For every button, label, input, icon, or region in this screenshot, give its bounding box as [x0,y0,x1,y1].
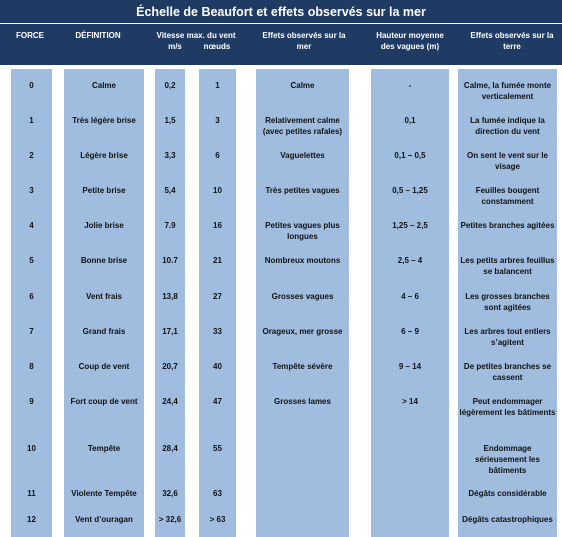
cell-force: 7 [29,327,34,336]
cell-ms: 7.9 [164,221,176,230]
cell-force: 2 [29,151,34,160]
cell-land: Peut endommager légèrement les bâtiments [459,397,556,417]
cell-knots: > 63 [209,515,226,524]
cell-wave: 1,25 – 2,5 [392,221,428,230]
cell-wave: 4 – 6 [401,292,419,301]
cell-sea: Grosses vagues [271,292,334,301]
column-force [11,69,52,537]
cell-land: Calme, la fumée monte verticalement [463,81,552,101]
cell-land: De petites branches se cassent [463,362,552,382]
cell-sea: Grosses lames [274,397,331,406]
header-speed-label: Vitesse max. du vent [156,31,236,40]
cell-definition: Légère brise [80,151,128,160]
cell-knots: 3 [215,116,220,125]
cell-ms: 3,3 [164,151,176,160]
cell-knots: 55 [213,444,222,453]
cell-sea: Petites vagues plus longues [265,221,340,241]
cell-land: Feuilles bougent constamment [475,186,540,206]
table-title: Échelle de Beaufort et effets observés sur la mer [0,0,562,24]
cell-definition: Très légère brise [72,116,136,125]
cell-force: 0 [29,81,34,90]
cell-ms: 1,5 [164,116,176,125]
cell-force: 9 [29,397,34,406]
cell-land: Les grosses branches sont agitées [465,292,550,312]
cell-definition: Jolie brise [84,221,124,230]
cell-knots: 16 [213,221,222,230]
cell-definition: Tempête [87,444,121,453]
header-wave-height: Hauteur moyenne des vagues (m) [376,31,444,51]
header-land-effects: Effets observés sur la terre [470,31,554,51]
cell-sea: Tempête sévère [272,362,333,371]
column-speed-knots [199,69,236,537]
table-header [0,24,562,65]
cell-sea: Relativement calme (avec petites rafales) [262,116,343,136]
header-force: FORCE [16,31,44,40]
cell-land: Endommage sérieusement les bâtiments [475,444,540,475]
cell-sea: Calme [290,81,315,90]
cell-wave: 0,1 – 0,5 [394,151,426,160]
cell-definition: Coup de vent [78,362,130,371]
cell-land: Les petits arbres feuillus se balancent [460,256,555,276]
cell-definition: Bonne brise [80,256,128,265]
cell-land: Dégâts considérable [468,489,547,498]
cell-knots: 40 [213,362,222,371]
cell-ms: 20,7 [162,362,178,371]
cell-definition: Violente Tempête [71,489,137,498]
cell-knots: 63 [213,489,222,498]
cell-definition: Vent frais [85,292,122,301]
cell-knots: 27 [213,292,222,301]
cell-force: 11 [27,489,36,498]
cell-sea: Vaguelettes [280,151,325,160]
cell-ms: 28,4 [162,444,178,453]
header-speed [146,24,246,65]
cell-ms: 17,1 [162,327,178,336]
cell-knots: 10 [213,186,222,195]
column-definition [64,69,144,537]
cell-force: 3 [29,186,34,195]
cell-ms: 10.7 [162,256,178,265]
cell-knots: 47 [213,397,222,406]
cell-ms: 13,8 [162,292,178,301]
header-knots: nœuds [203,42,231,51]
cell-force: 1 [29,116,34,125]
cell-wave: 0,5 – 1,25 [392,186,428,195]
cell-sea: Orageux, mer grosse [262,327,343,336]
cell-definition: Calme [91,81,116,90]
header-definition: DÉFINITION [75,31,121,40]
cell-knots: 21 [213,256,222,265]
header-ms: m/s [168,42,182,51]
cell-land: On sent le vent sur le visage [467,151,548,171]
cell-wave: 9 – 14 [398,362,422,371]
cell-ms: 0,2 [164,81,176,90]
cell-ms: 32,6 [162,489,178,498]
cell-wave: 0,1 [404,116,416,125]
cell-sea: Très petites vagues [265,186,340,195]
column-wave-height [371,69,449,537]
cell-wave: - [408,81,412,90]
cell-land: Dégâts catastrophiques [462,515,553,524]
header-speed-units [146,41,246,52]
header-sea-effects: Effets observés sur la mer [262,31,346,51]
cell-sea: Nombreux moutons [264,256,341,265]
cell-force: 10 [27,444,36,453]
cell-force: 8 [29,362,34,371]
cell-force: 6 [29,292,34,301]
cell-land: Petites branches agitées [460,221,555,230]
cell-force: 5 [29,256,34,265]
cell-ms: 5,4 [164,186,176,195]
cell-definition: Grand frais [82,327,126,336]
cell-wave: 2,5 – 4 [397,256,423,265]
column-speed-ms [155,69,185,537]
cell-force: 12 [27,515,36,524]
cell-land: La fumée indique la direction du vent [470,116,545,136]
cell-definition: Vent d’ouragan [75,515,133,524]
cell-knots: 6 [215,151,220,160]
cell-knots: 33 [213,327,222,336]
cell-definition: Petite brise [82,186,126,195]
cell-land: Les arbres tout entiers s’agitent [464,327,551,347]
cell-ms: 24,4 [162,397,178,406]
cell-wave: 6 – 9 [401,327,419,336]
cell-knots: 1 [215,81,220,90]
cell-ms: > 32,6 [158,515,182,524]
cell-force: 4 [29,221,34,230]
cell-wave: > 14 [402,397,418,406]
column-sea-effects [256,69,349,537]
cell-definition: Fort coup de vent [70,397,138,406]
